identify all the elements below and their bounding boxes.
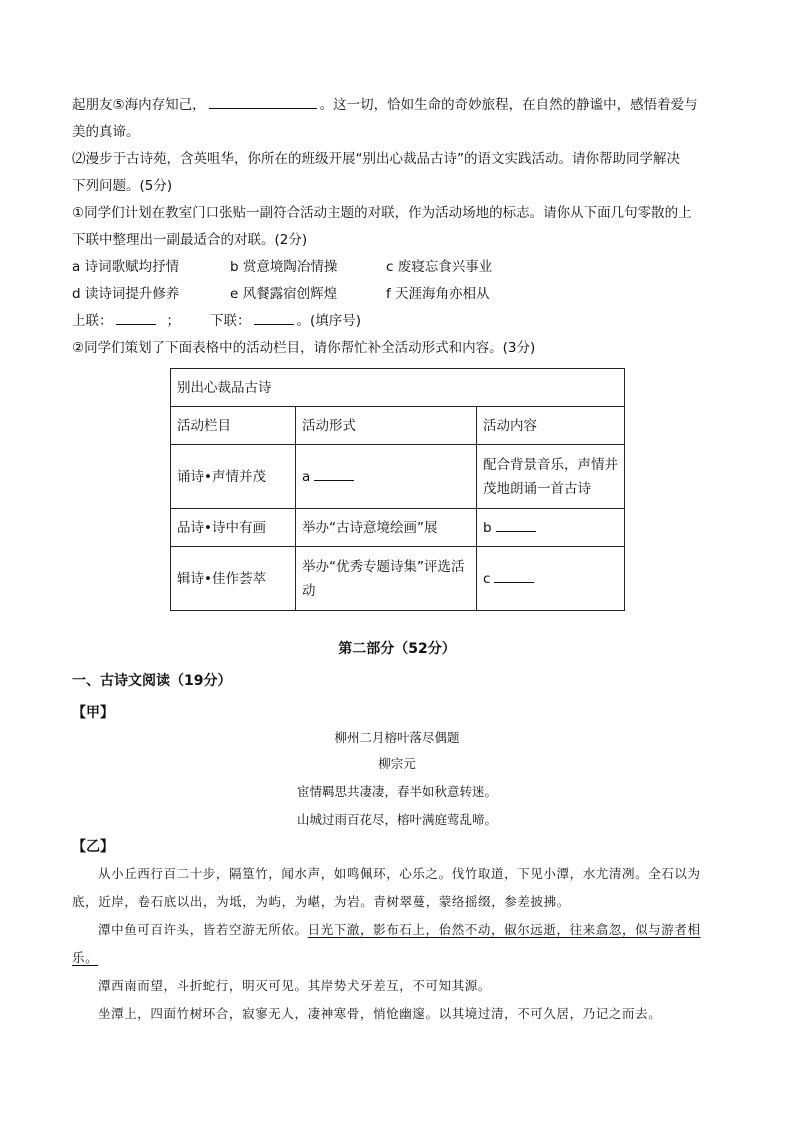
- couplet-answer-line: [72, 308, 724, 335]
- option-a: a 诗词歌赋均抒情: [72, 259, 180, 275]
- header-form: 活动形式: [296, 407, 477, 445]
- intro-line-2: 美的真谛。: [72, 124, 140, 140]
- row2-form: 举办“古诗意境绘画”展: [296, 509, 477, 547]
- header-column: 活动栏目: [171, 407, 296, 445]
- row2-content-blank[interactable]: [496, 517, 536, 532]
- intro-line1-post: 。这一切，恰如生命的奇妙旅程，在自然的静谧中，感悟着爱与: [319, 97, 698, 113]
- lower-couplet-label: 下联：: [210, 313, 251, 329]
- poem-author: 柳宗元: [378, 756, 416, 771]
- row1-form-letter: a: [302, 468, 311, 485]
- row3-content-letter: c: [483, 570, 491, 587]
- para2-plain: 潭中鱼可百许头，皆若空游无所依。: [98, 922, 308, 937]
- row3-form: 举办“优秀专题诗集”评选活动: [296, 547, 477, 611]
- passage: [72, 860, 724, 1028]
- options-row-2: [72, 281, 724, 308]
- passage-para-2: [72, 916, 724, 972]
- jia-label: 【甲】: [72, 705, 114, 721]
- row3-content-cell: [477, 547, 625, 611]
- table-title: 别出心裁品古诗: [171, 369, 625, 407]
- poem-line-1: 宦情羁思共凄凄，春半如秋意转迷。: [296, 784, 497, 799]
- passage-para-3: 潭西南而望，斗折蛇行，明灭可见。其岸势犬牙差互，不可知其源。: [98, 978, 492, 993]
- row2-content-cell: [477, 509, 625, 547]
- row3-content-blank[interactable]: [494, 568, 534, 583]
- intro-line-1: [72, 92, 724, 119]
- q2-line-2: 下列问题。(5分): [72, 178, 173, 194]
- option-e: e 风餐露宿创辉煌: [230, 286, 338, 302]
- section-1-heading: 一、古诗文阅读（19分）: [72, 673, 232, 689]
- yi-label: 【乙】: [72, 839, 114, 855]
- option-d: d 读诗词提升修养: [72, 286, 180, 302]
- fill-blank[interactable]: [209, 94, 317, 109]
- upper-couplet-label: 上联：: [72, 313, 113, 329]
- row1-column: 诵诗•声情并茂: [171, 445, 296, 509]
- couplet-note: 。(填序号): [296, 313, 362, 329]
- couplet-answer: [72, 308, 724, 362]
- couplet-separator: ；: [166, 313, 180, 329]
- q2-sub1-line-1: ①同学们计划在教室门口张贴一副符合活动主题的对联，作为活动场地的标志。请你从下面几句零散的上: [72, 205, 692, 221]
- row1-form-blank[interactable]: [314, 466, 354, 481]
- passage-para-1: 从小丘西行百二十步，隔篁竹，闻水声，如鸣佩环，心乐之。伐竹取道，下见小潭，水尤清冽。全石以为底，近岸，卷石底以出，为坻，为屿，为嵁，为岩。青树翠蔓，蒙络摇缀，参差披拂。: [72, 866, 701, 909]
- row2-content-letter: b: [483, 519, 492, 536]
- q2-sub1-line-2: 下联中整理出一副最适合的对联。(2分): [72, 232, 308, 248]
- table-row: [171, 445, 625, 509]
- poem-title: 柳州二月榕叶落尽偶题: [334, 730, 460, 745]
- upper-couplet-blank[interactable]: [116, 310, 156, 325]
- activity-table: [170, 368, 625, 611]
- lower-couplet-blank[interactable]: [254, 310, 294, 325]
- option-f: f 天涯海角亦相从: [386, 286, 490, 302]
- row1-content: 配合背景音乐，声情并茂地朗诵一首古诗: [477, 445, 625, 509]
- header-content: 活动内容: [477, 407, 625, 445]
- row1-form-cell: [296, 445, 477, 509]
- poem-line-2: 山城过雨百花尽，榕叶满庭莺乱啼。: [296, 812, 497, 827]
- question-2: [72, 146, 724, 254]
- intro-text: [72, 92, 724, 146]
- row3-column: 辑诗•佳作荟萃: [171, 547, 296, 611]
- q2-line-1: ⑵漫步于古诗苑，含英咀华，你所在的班级开展“别出心裁品古诗”的语文实践活动。请你帮助同学解决: [72, 151, 680, 167]
- table-row: [171, 509, 625, 547]
- table-title-row: [171, 369, 625, 407]
- option-b: b 赏意境陶冶情操: [230, 259, 338, 275]
- q2-sub2: ②同学们策划了下面表格中的活动栏目，请你帮忙补全活动形式和内容。(3分): [72, 340, 536, 356]
- couplet-options: [72, 254, 724, 308]
- options-row-1: [72, 254, 724, 281]
- table-header-row: [171, 407, 625, 445]
- table-row: [171, 547, 625, 611]
- passage-para-4: 坐潭上，四面竹树环合，寂寥无人，凄神寒骨，悄怆幽邃。以其境过清，不可久居，乃记之而去。: [98, 1006, 662, 1021]
- intro-line1-pre: 起朋友⑤海内存知己，: [72, 97, 206, 113]
- row2-column: 品诗•诗中有画: [171, 509, 296, 547]
- part2-title: 第二部分（52分）: [338, 641, 456, 657]
- para2-underlined: 日光下澈，影布石上，佁然不动，俶尔远逝，往来翕忽，似与游者相乐。: [72, 922, 701, 965]
- option-c: c 废寝忘食兴事业: [386, 259, 493, 275]
